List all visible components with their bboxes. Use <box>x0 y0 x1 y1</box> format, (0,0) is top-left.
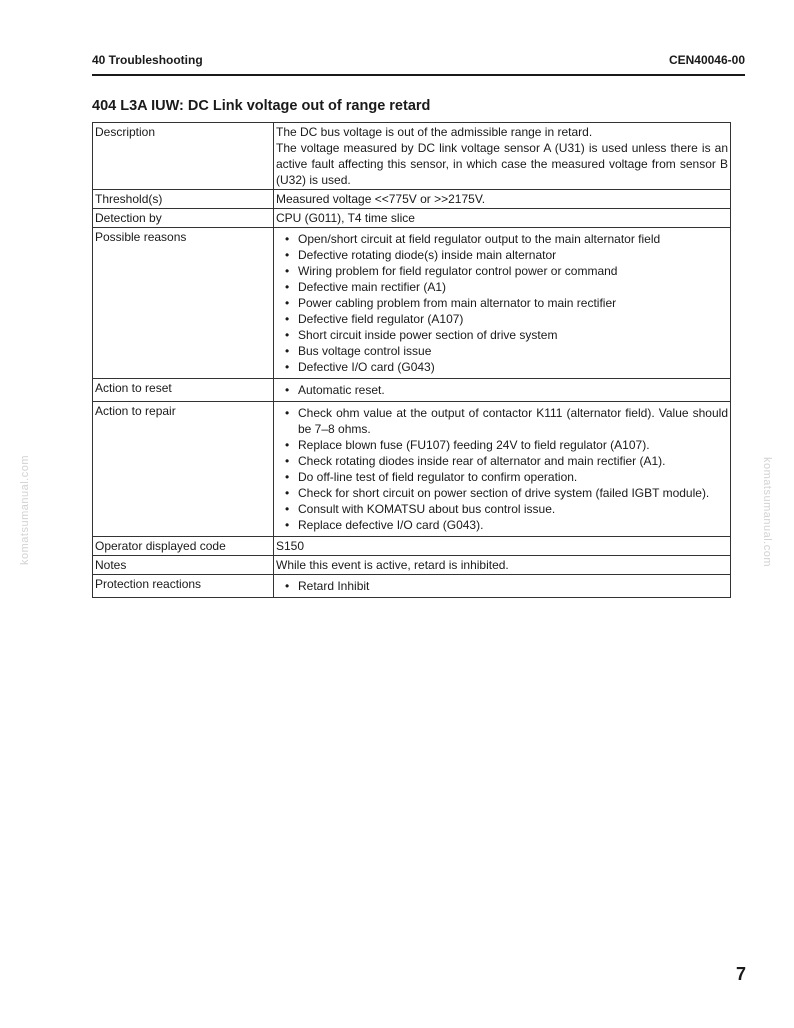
table-row-action-reset <box>93 379 731 402</box>
action-repair-content <box>274 402 731 537</box>
list-item: • Retard Inhibit <box>276 578 728 594</box>
list-item: • Defective field regulator (A107) <box>276 311 728 327</box>
row-label: Possible reasons <box>93 228 274 379</box>
list-item: • Defective main rectifier (A1) <box>276 279 728 295</box>
list-item: • Check rotating diodes inside rear of alternator and main rectifier (A1). <box>276 453 728 469</box>
row-label: Protection reactions <box>93 575 274 598</box>
possible-reasons-content <box>274 228 731 379</box>
description-line: The DC bus voltage is out of the admissible range in retard. <box>276 125 593 139</box>
action-repair-list <box>276 403 728 535</box>
page-number: 7 <box>735 964 746 984</box>
row-label: Operator displayed code <box>93 537 274 556</box>
list-item: • Bus voltage control issue <box>276 343 728 359</box>
description-content <box>274 123 731 190</box>
action-reset-list <box>276 380 728 400</box>
fault-title: 404 L3A IUW: DC Link voltage out of range retard <box>92 98 431 114</box>
list-item: • Replace blown fuse (FU107) feeding 24V to field regulator (A107). <box>276 437 728 453</box>
notes-value: While this event is active, retard is inhibited. <box>274 556 731 575</box>
list-item: • Do off-line test of field regulator to confirm operation. <box>276 469 728 485</box>
table-row-possible-reasons <box>93 228 731 379</box>
page-header <box>92 52 745 76</box>
list-item: • Short circuit inside power section of drive system <box>276 327 728 343</box>
table-row-detection <box>93 209 731 228</box>
possible-reasons-list <box>276 229 728 377</box>
action-reset-content <box>274 379 731 402</box>
section-title: 40 Troubleshooting <box>92 53 203 67</box>
fault-info-table <box>92 122 731 598</box>
list-item: • Wiring problem for field regulator control power or command <box>276 263 728 279</box>
row-label: Notes <box>93 556 274 575</box>
threshold-value: Measured voltage <<775V or >>2175V. <box>274 190 731 209</box>
list-item: • Replace defective I/O card (G043). <box>276 517 728 533</box>
row-label: Detection by <box>93 209 274 228</box>
table-row-operator-code <box>93 537 731 556</box>
row-label: Threshold(s) <box>93 190 274 209</box>
list-item: • Check for short circuit on power section of drive system (failed IGBT module). <box>276 485 728 501</box>
table-row-action-repair <box>93 402 731 537</box>
watermark-left: komatsumanual.com <box>19 455 31 565</box>
table-row-description <box>93 123 731 190</box>
table-row-threshold <box>93 190 731 209</box>
list-item: • Check ohm value at the output of contactor K111 (alternator field). Value should be 7–8 ohms. <box>276 405 728 437</box>
row-label: Action to repair <box>93 402 274 537</box>
list-item: • Power cabling problem from main alternator to main rectifier <box>276 295 728 311</box>
list-item: • Open/short circuit at field regulator output to the main alternator field <box>276 231 728 247</box>
list-item: • Defective rotating diode(s) inside main alternator <box>276 247 728 263</box>
operator-code-value: S150 <box>274 537 731 556</box>
row-label: Action to reset <box>93 379 274 402</box>
description-line: The voltage measured by DC link voltage sensor A (U31) is used unless there is an active fault affecting this sensor, in which case the measured voltage from sensor B (U32) is used. <box>276 141 728 187</box>
protection-list <box>276 576 728 596</box>
watermark-right: komatsumanual.com <box>761 457 773 567</box>
list-item: • Consult with KOMATSU about bus control issue. <box>276 501 728 517</box>
table-row-notes <box>93 556 731 575</box>
list-item: • Defective I/O card (G043) <box>276 359 728 375</box>
list-item: • Automatic reset. <box>276 382 728 398</box>
table-row-protection <box>93 575 731 598</box>
document-code: CEN40046-00 <box>668 53 745 67</box>
detection-value: CPU (G011), T4 time slice <box>274 209 731 228</box>
row-label: Description <box>93 123 274 190</box>
protection-content <box>274 575 731 598</box>
